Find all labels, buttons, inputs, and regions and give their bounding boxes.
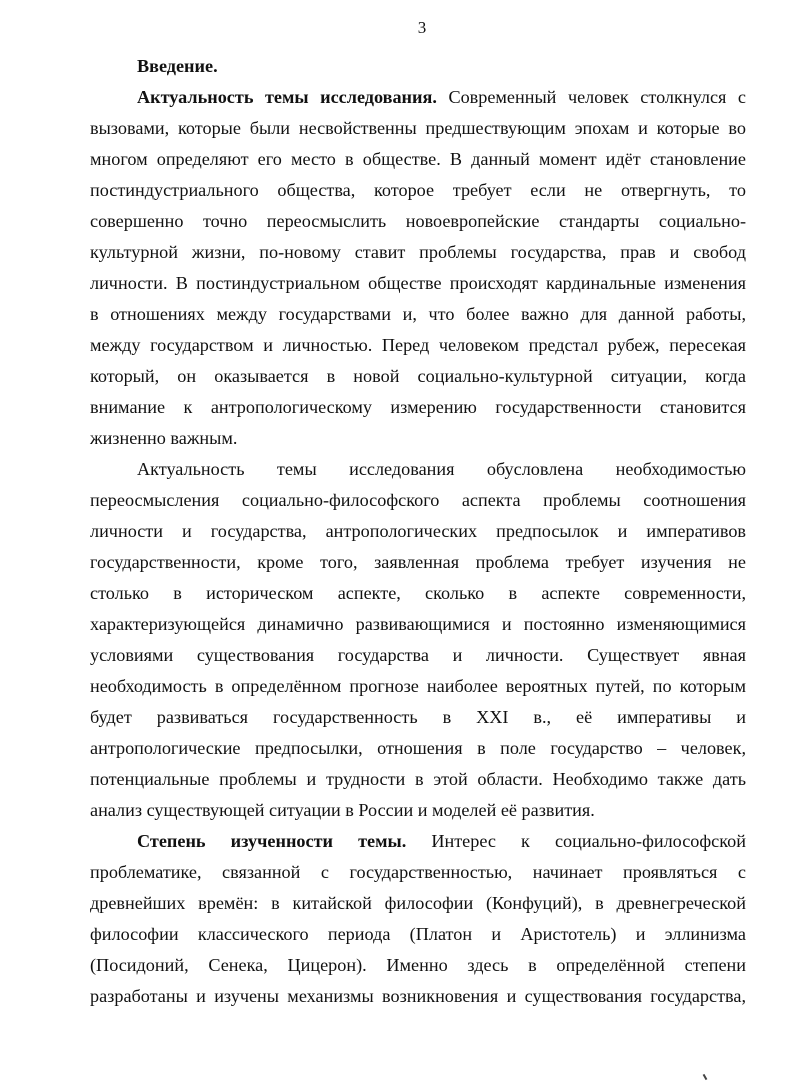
text-line (90, 330, 746, 361)
line-text: будет развиваться государственность в XXI в., её императивы и (90, 707, 746, 727)
text-line (90, 175, 746, 206)
paragraph (90, 82, 746, 454)
text-line (90, 516, 746, 547)
line-text: государственности, кроме того, заявленная проблема требует изучения не (90, 552, 746, 572)
scan-mark (703, 1074, 708, 1080)
text-line (90, 454, 746, 485)
line-text: Актуальность темы исследования обусловлена необходимостью (137, 459, 746, 479)
text-line (90, 764, 746, 795)
line-text: переосмысления социально-философского аспекта проблемы соотношения (90, 490, 746, 510)
text-line (90, 857, 746, 888)
text-line (90, 144, 746, 175)
line-text: который, он оказывается в новой социально-культурной ситуации, когда (90, 366, 746, 386)
text-line (90, 268, 746, 299)
text-line (90, 547, 746, 578)
text-line (90, 299, 746, 330)
line-text: условиями существования государства и личности. Существует явная (90, 645, 746, 665)
page-number: 3 (417, 18, 427, 37)
line-text: разработаны и изучены механизмы возникновения и существования государства, (90, 986, 746, 1006)
line-text: личности и государства, антропологических предпосылок и императивов (90, 521, 746, 541)
text-line (90, 888, 746, 919)
text-line (90, 578, 746, 609)
text-line (90, 237, 746, 268)
line-text: потенциальные проблемы и трудности в этой области. Необходимо также дать (90, 769, 746, 789)
text-line (90, 206, 746, 237)
text-line (90, 671, 746, 702)
section-heading (90, 51, 746, 82)
line-text: необходимость в определённом прогнозе наиболее вероятных путей, по которым (90, 676, 746, 696)
line-text: древнейших времён: в китайской философии (Конфуций), в древнегреческой (90, 893, 746, 913)
text-line (90, 113, 746, 144)
text-line (90, 795, 746, 826)
text-line (90, 609, 746, 640)
document-body (90, 51, 746, 1012)
text-line (90, 919, 746, 950)
line-text: постиндустриального общества, которое требует если не отвергнуть, то (90, 180, 746, 200)
text-line (90, 733, 746, 764)
paragraph (90, 454, 746, 826)
line-text: личности. В постиндустриальном обществе происходят кардинальные изменения (90, 273, 746, 293)
line-text: столько в историческом аспекте, сколько в аспекте современности, (90, 583, 746, 603)
text-line (90, 82, 746, 113)
text-line (90, 51, 746, 82)
line-text: вызовами, которые были несвойственны предшествующим эпохам и которые во (90, 118, 746, 138)
text-line (90, 950, 746, 981)
text-line (90, 826, 746, 857)
text-line (90, 485, 746, 516)
text-line (90, 640, 746, 671)
text-line (90, 361, 746, 392)
paragraph (90, 826, 746, 1012)
bold-lead: Степень изученности темы. (137, 831, 407, 851)
bold-lead: Введение. (137, 56, 218, 76)
line-text: многом определяют его место в обществе. В данный момент идёт становление (90, 149, 746, 169)
line-text: Современный человек столкнулся с (436, 87, 746, 107)
line-text: жизненно важным. (90, 428, 238, 448)
text-line (90, 423, 746, 454)
line-text: внимание к антропологическому измерению государственности становится (90, 397, 746, 417)
text-line (90, 392, 746, 423)
bold-lead: Актуальность темы исследования. (137, 87, 437, 107)
line-text: проблематике, связанной с государственностью, начинает проявляться с (90, 862, 746, 882)
line-text: (Посидоний, Сенека, Цицерон). Именно здесь в определённой степени (90, 955, 746, 975)
line-text: в отношениях между государствами и, что более важно для данной работы, (90, 304, 746, 324)
text-line (90, 981, 746, 1012)
text-line (90, 702, 746, 733)
line-text: Интерес к социально-философской (406, 831, 746, 851)
line-text: совершенно точно переосмыслить новоевропейские стандарты социально- (90, 211, 746, 231)
line-text: характеризующейся динамично развивающимися и постоянно изменяющимися (90, 614, 746, 634)
line-text: философии классического периода (Платон и Аристотель) и эллинизма (90, 924, 746, 944)
line-text: между государством и личностью. Перед человеком предстал рубеж, пересекая (90, 335, 746, 355)
line-text: анализ существующей ситуации в России и моделей её развития. (90, 800, 595, 820)
line-text: культурной жизни, по-новому ставит проблемы государства, прав и свобод (90, 242, 746, 262)
line-text: антропологические предпосылки, отношения в поле государство – человек, (90, 738, 746, 758)
